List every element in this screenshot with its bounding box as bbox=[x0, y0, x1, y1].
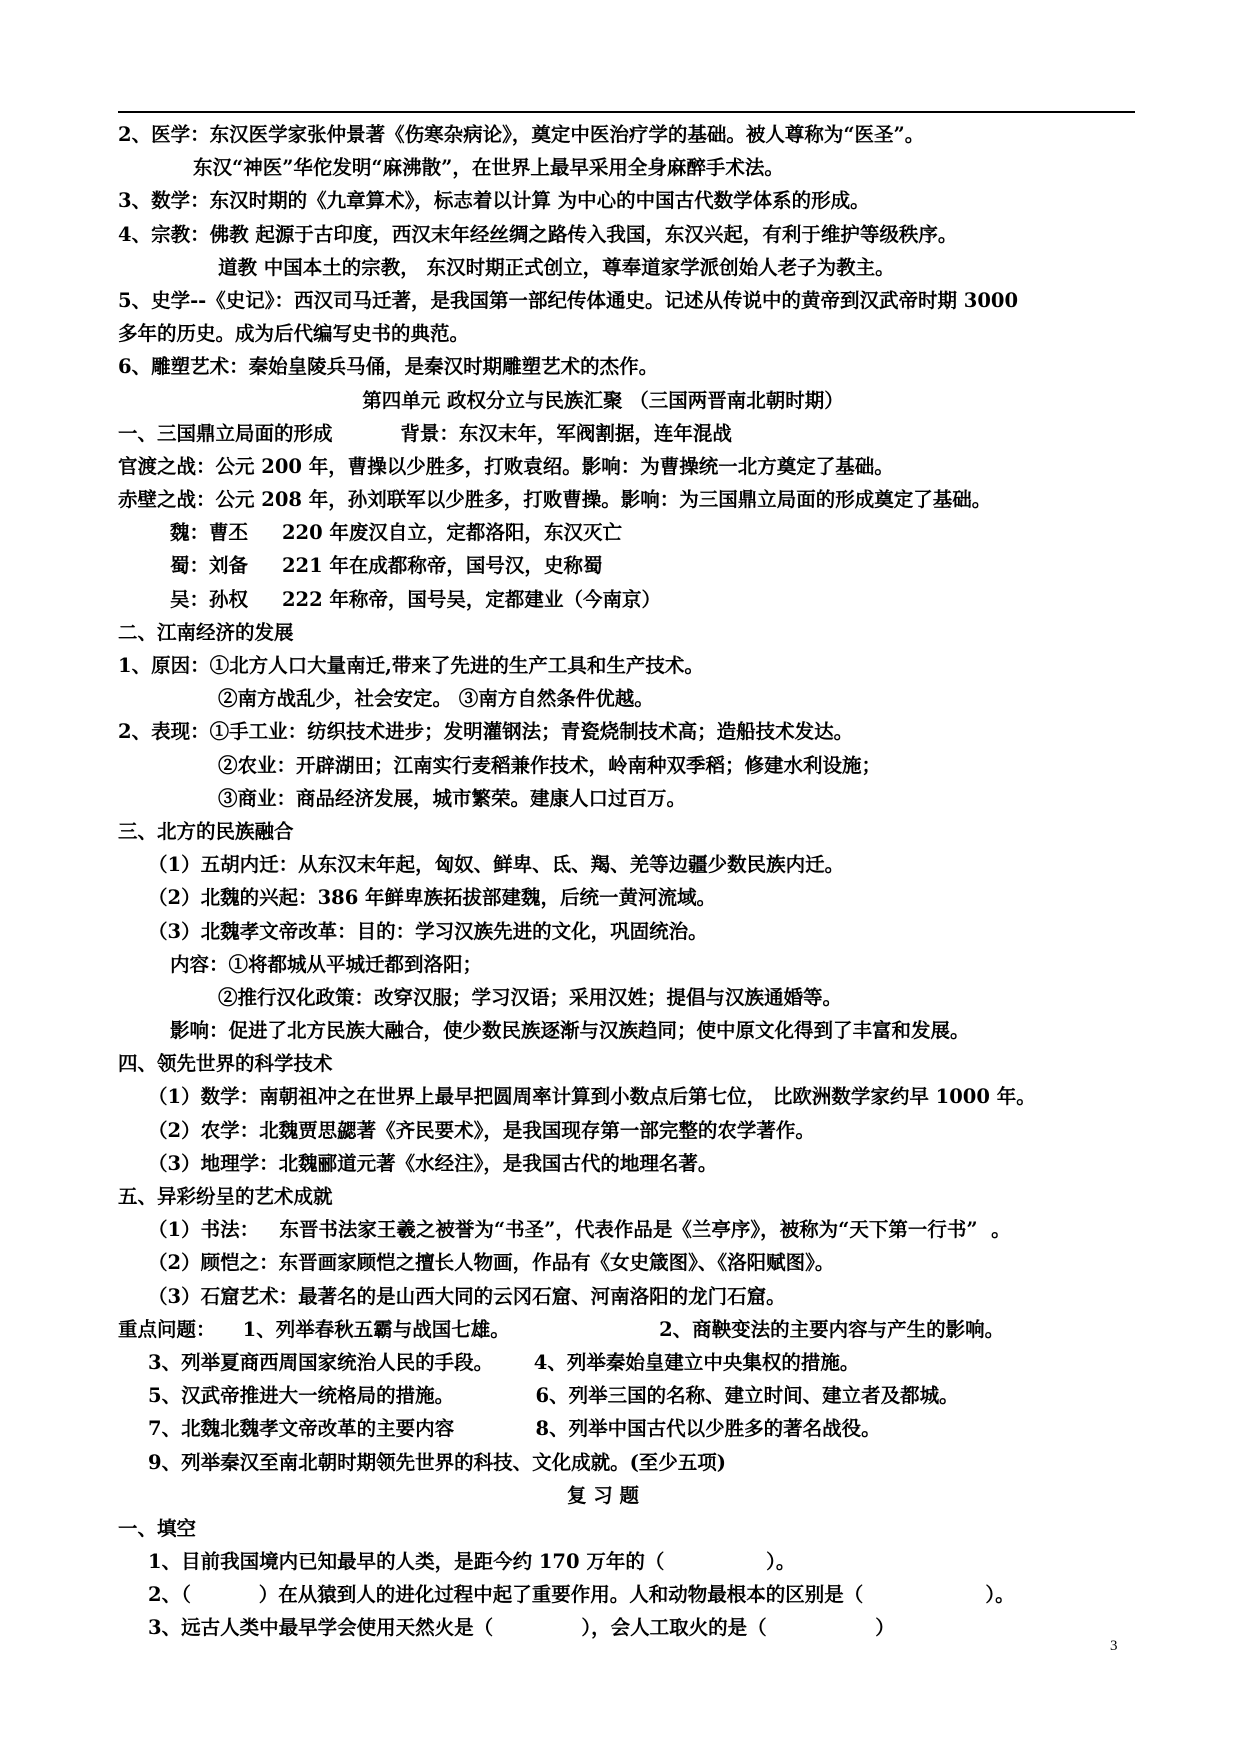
text-line: 官渡之战：公元 200 年，曹操以少胜多，打败袁绍。影响：为曹操统一北方奠定了基础。 bbox=[118, 454, 894, 478]
text-line: （2）农学：北魏贾思勰著《齐民要术》，是我国现存第一部完整的农学著作。 bbox=[148, 1118, 815, 1142]
text-line: ②农业：开辟湖田；江南实行麦稻兼作技术，岭南种双季稻；修建水利设施； bbox=[218, 753, 882, 777]
text-line: 蜀：刘备 221 年在成都称帝，国号汉，史称蜀 bbox=[170, 554, 603, 578]
section-heading: 五、异彩纷呈的艺术成就 bbox=[118, 1185, 333, 1208]
text-line: （1）五胡内迁：从东汉末年起，匈奴、鲜卑、氐、羯、羌等边疆少数民族内迁。 bbox=[148, 853, 845, 877]
section-heading: 四、领先世界的科学技术 bbox=[118, 1052, 333, 1076]
text-line: 魏：曹丕 220 年废汉自立，定都洛阳，东汉灭亡 bbox=[170, 521, 622, 545]
question-line: 1、目前我国境内已知最早的人类，是距今约 170 万年的（ ）。 bbox=[148, 1550, 796, 1574]
text-line: （3）石窟艺术：最著名的是山西大同的云冈石窟、河南洛阳的龙门石窟。 bbox=[148, 1284, 786, 1308]
text-line: （1）数学：南朝祖冲之在世界上最早把圆周率计算到小数点后第七位， 比欧洲数学家约早 1000 年。 bbox=[148, 1085, 1036, 1109]
text-line: （2）顾恺之：东晋画家顾恺之擅长人物画，作品有《女史箴图》、《洛阳赋图》。 bbox=[148, 1251, 835, 1275]
text-line: 3、数学：东汉时期的《九章算术》，标志着以计算 为中心的中国古代数学体系的形成。 bbox=[118, 189, 870, 213]
text-line: （2）北魏的兴起：386 年鲜卑族拓拔部建魏，后统一黄河流域。 bbox=[148, 886, 717, 910]
text-line: 4、宗教：佛教 起源于古印度，西汉末年经丝绸之路传入我国，东汉兴起，有利于维护等级秩序。 bbox=[118, 222, 958, 246]
key-questions-heading: 重点问题： 1、列举春秋五霸与战国七雄。 2、商鞅变法的主要内容与产生的影响。 bbox=[118, 1317, 1005, 1341]
text-line: 2、表现：①手工业：纺织技术进步；发明灌钢法；青瓷烧制技术高；造船技术发达。 bbox=[118, 720, 854, 744]
text-line: 7、北魏北魏孝文帝改革的主要内容 8、列举中国古代以少胜多的著名战役。 bbox=[148, 1417, 881, 1441]
text-line: 3、列举夏商西周国家统治人民的手段。 4、列举秦始皇建立中央集权的措施。 bbox=[148, 1350, 860, 1374]
section-heading: 三、北方的民族融合 bbox=[118, 819, 294, 843]
section-heading: 一、填空 bbox=[118, 1516, 197, 1540]
text-line: 5、汉武帝推进大一统格局的措施。 6、列举三国的名称、建立时间、建立者及都城。 bbox=[148, 1384, 959, 1408]
text-line: ②推行汉化政策：改穿汉服；学习汉语；采用汉姓；提倡与汉族通婚等。 bbox=[218, 985, 843, 1009]
text-line: 道教 中国本土的宗教， 东汉时期正式创立，尊奉道家学派创始人老子为教主。 bbox=[218, 255, 895, 279]
text-line: 影响：促进了北方民族大融合，使少数民族逐渐与汉族趋同；使中原文化得到了丰富和发展。 bbox=[170, 1019, 970, 1043]
text-line: （3）地理学：北魏郦道元著《水经注》，是我国古代的地理名著。 bbox=[148, 1151, 718, 1175]
question-line: 3、远古人类中最早学会使用天然火是（ ），会人工取火的是（ ） bbox=[148, 1616, 895, 1640]
document-body bbox=[118, 118, 1148, 1645]
text-line: 东汉“神医”华佗发明“麻沸散”，在世界上最早采用全身麻醉手术法。 bbox=[193, 156, 784, 180]
unit-heading: 第四单元 政权分立与民族汇聚 （三国两晋南北朝时期） bbox=[362, 388, 844, 412]
text-line: （1）书法： 东晋书法家王羲之被誉为“书圣”，代表作品是《兰亭序》，被称为“天下第一行书” 。 bbox=[148, 1218, 1011, 1242]
text-line: 多年的历史。成为后代编写史书的典范。 bbox=[118, 322, 470, 346]
text-line: 1、原因：①北方人口大量南迁,带来了先进的生产工具和生产技术。 bbox=[118, 654, 704, 677]
text-line: 5、史学--《史记》：西汉司马迁著，是我国第一部纪传体通史。记述从传说中的黄帝到汉武帝时期 3000 bbox=[118, 288, 1019, 312]
text-line: 吴：孙权 222 年称帝，国号吴，定都建业（今南京） bbox=[170, 587, 661, 611]
text-line: （3）北魏孝文帝改革：目的：学习汉族先进的文化，巩固统治。 bbox=[148, 919, 708, 943]
section-heading: 二、江南经济的发展 bbox=[118, 620, 294, 644]
text-line: 赤壁之战：公元 208 年，孙刘联军以少胜多，打败曹操。影响：为三国鼎立局面的形成奠定了基础。 bbox=[118, 488, 992, 512]
text-line: 9、列举秦汉至南北朝时期领先世界的科技、文化成就。(至少五项) bbox=[148, 1450, 727, 1474]
text-line: ③商业：商品经济发展，城市繁荣。建康人口过百万。 bbox=[218, 786, 687, 810]
question-line: 2、（ ）在从猿到人的进化过程中起了重要作用。人和动物最根本的区别是（ ）。 bbox=[148, 1583, 1015, 1607]
header-rule bbox=[118, 111, 1135, 113]
text-line: 2、医学：东汉医学家张仲景著《伤寒杂病论》，奠定中医治疗学的基础。被人尊称为“医圣”。 bbox=[118, 123, 925, 146]
text-line: 6、雕塑艺术：秦始皇陵兵马俑，是秦汉时期雕塑艺术的杰作。 bbox=[118, 355, 659, 379]
section-heading: 一、三国鼎立局面的形成 背景：东汉末年，军阀割据，连年混战 bbox=[118, 421, 732, 445]
text-line: 内容：①将都城从平城迁都到洛阳； bbox=[170, 952, 483, 976]
review-heading: 复 习 题 bbox=[566, 1483, 640, 1507]
text-line: ②南方战乱少，社会安定。 ③南方自然条件优越。 bbox=[218, 687, 654, 711]
page-number: 3 bbox=[1110, 1638, 1118, 1654]
